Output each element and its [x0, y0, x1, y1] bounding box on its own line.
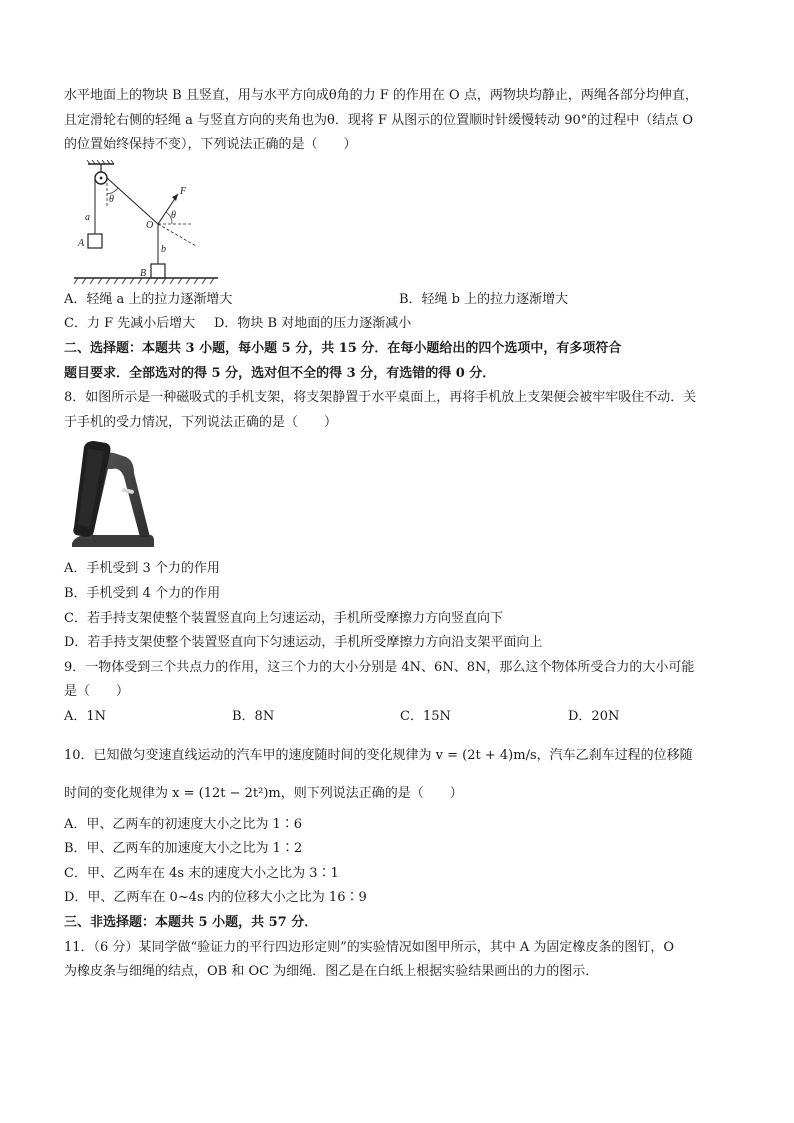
section-2-line-1: 二、选择题：本题共 3 小题，每小题 5 分，共 15 分．在每小题给出的四个选项中，有多项符合	[64, 340, 622, 356]
q7-option-c[interactable]: C．力 F 先减小后增大	[64, 316, 196, 332]
q10-option-c[interactable]: C．甲、乙两车在 4s 末的速度大小之比为 3∶1	[64, 865, 339, 881]
question-10	[64, 744, 736, 912]
q9-option-c[interactable]: C．15N	[400, 708, 451, 724]
label-O: O	[146, 219, 154, 231]
label-theta-1: θ	[109, 193, 114, 205]
q11-line-2: 为橡皮条与细绳的结点，OB 和 OC 为细绳．图乙是在白纸上根据实验结果画出的力的图示．	[64, 964, 599, 980]
label-F: F	[180, 185, 187, 197]
q7-options-row-2	[64, 312, 736, 337]
q10-option-a[interactable]: A．甲、乙两车的初速度大小之比为 1∶6	[64, 816, 303, 832]
question-8	[64, 386, 736, 656]
q7-line-3: 的位置始终保持不变），下列说法正确的是（ ）	[64, 137, 357, 153]
question-9	[64, 656, 736, 730]
q8-option-d[interactable]: D．若手持支架使整个装置竖直向下匀速运动，手机所受摩擦力方向沿支架平面向上	[64, 635, 543, 651]
q7-option-b[interactable]: B．轻绳 b 上的拉力逐渐增大	[399, 291, 569, 307]
question-7	[64, 84, 736, 337]
section-2-line-2: 题目要求．全部选对的得 5 分，选对但不全的得 3 分，有选错的得 0 分．	[64, 365, 496, 381]
q8-line-1: 8．如图所示是一种磁吸式的手机支架，将支架静置于水平桌面上，再将手机放上支架便会被牢牢吸住不动．关	[64, 390, 697, 406]
pulley-force-diagram	[68, 160, 220, 288]
q7-line-2: 且定滑轮右侧的轻绳 a 与竖直方向的夹角也为θ．现将 F 从图示的位置顺时针缓慢转动 90°的过程中（结点 O	[64, 112, 694, 128]
label-theta-2: θ	[171, 209, 176, 221]
document-page	[64, 84, 736, 985]
q10-line-2: 时间的变化规律为 x = (12t − 2t²)m，则下列说法正确的是（ ）	[64, 786, 463, 802]
q9-option-d[interactable]: D．20N	[568, 708, 620, 724]
label-A: A	[78, 237, 85, 249]
q9-line-1: 9．一物体受到三个共点力的作用，这三个力的大小分别是 4N、6N、8N，那么这个物体所受合力的大小可能	[64, 659, 695, 675]
q9-option-b[interactable]: B．8N	[232, 708, 275, 724]
phone-stand-photo	[70, 439, 156, 551]
q9-options-row	[64, 705, 736, 730]
question-11	[64, 936, 736, 985]
q10-line-1: 10．已知做匀变速直线运动的汽车甲的速度随时间的变化规律为 v = (2t + 4)m/s，汽车乙刹车过程的位移随	[64, 747, 693, 763]
q10-option-d[interactable]: D．甲、乙两车在 0~4s 内的位移大小之比为 16∶9	[64, 890, 367, 906]
q7-line-1: 水平地面上的物块 B 且竖直，用与水平方向成θ角的力 F 的作用在 O 点，两物块均静止，两绳各部分均伸直，	[64, 88, 698, 103]
q8-option-c[interactable]: C．若手持支架使整个装置竖直向上匀速运动，手机所受摩擦力方向竖直向下	[64, 610, 503, 626]
q10-option-b[interactable]: B．甲、乙两车的加速度大小之比为 1∶2	[64, 841, 303, 857]
q8-line-2: 于手机的受力情况，下列说法正确的是（ ）	[64, 414, 338, 430]
q7-option-a[interactable]: A．轻绳 a 上的拉力逐渐增大	[64, 291, 233, 307]
q11-line-1: 11．（6 分）某同学做“验证力的平行四边形定则”的实验情况如图甲所示，其中 A 为固定橡皮条的图钉，O	[64, 939, 675, 955]
q7-options-row-1	[64, 288, 736, 313]
q9-option-a[interactable]: A．1N	[64, 708, 107, 724]
label-B: B	[140, 267, 147, 279]
section-3-header: 三、非选择题：本题共 5 小题，共 57 分．	[64, 915, 318, 931]
label-a: a	[85, 211, 90, 223]
q8-option-b[interactable]: B．手机受到 4 个力的作用	[64, 585, 221, 601]
q7-option-d[interactable]: D．物块 B 对地面的压力逐渐减小	[214, 316, 412, 332]
q9-line-2: 是（ ）	[64, 684, 130, 700]
label-b: b	[161, 243, 166, 255]
q8-option-a[interactable]: A．手机受到 3 个力的作用	[64, 561, 220, 577]
section-2-header	[64, 337, 736, 386]
